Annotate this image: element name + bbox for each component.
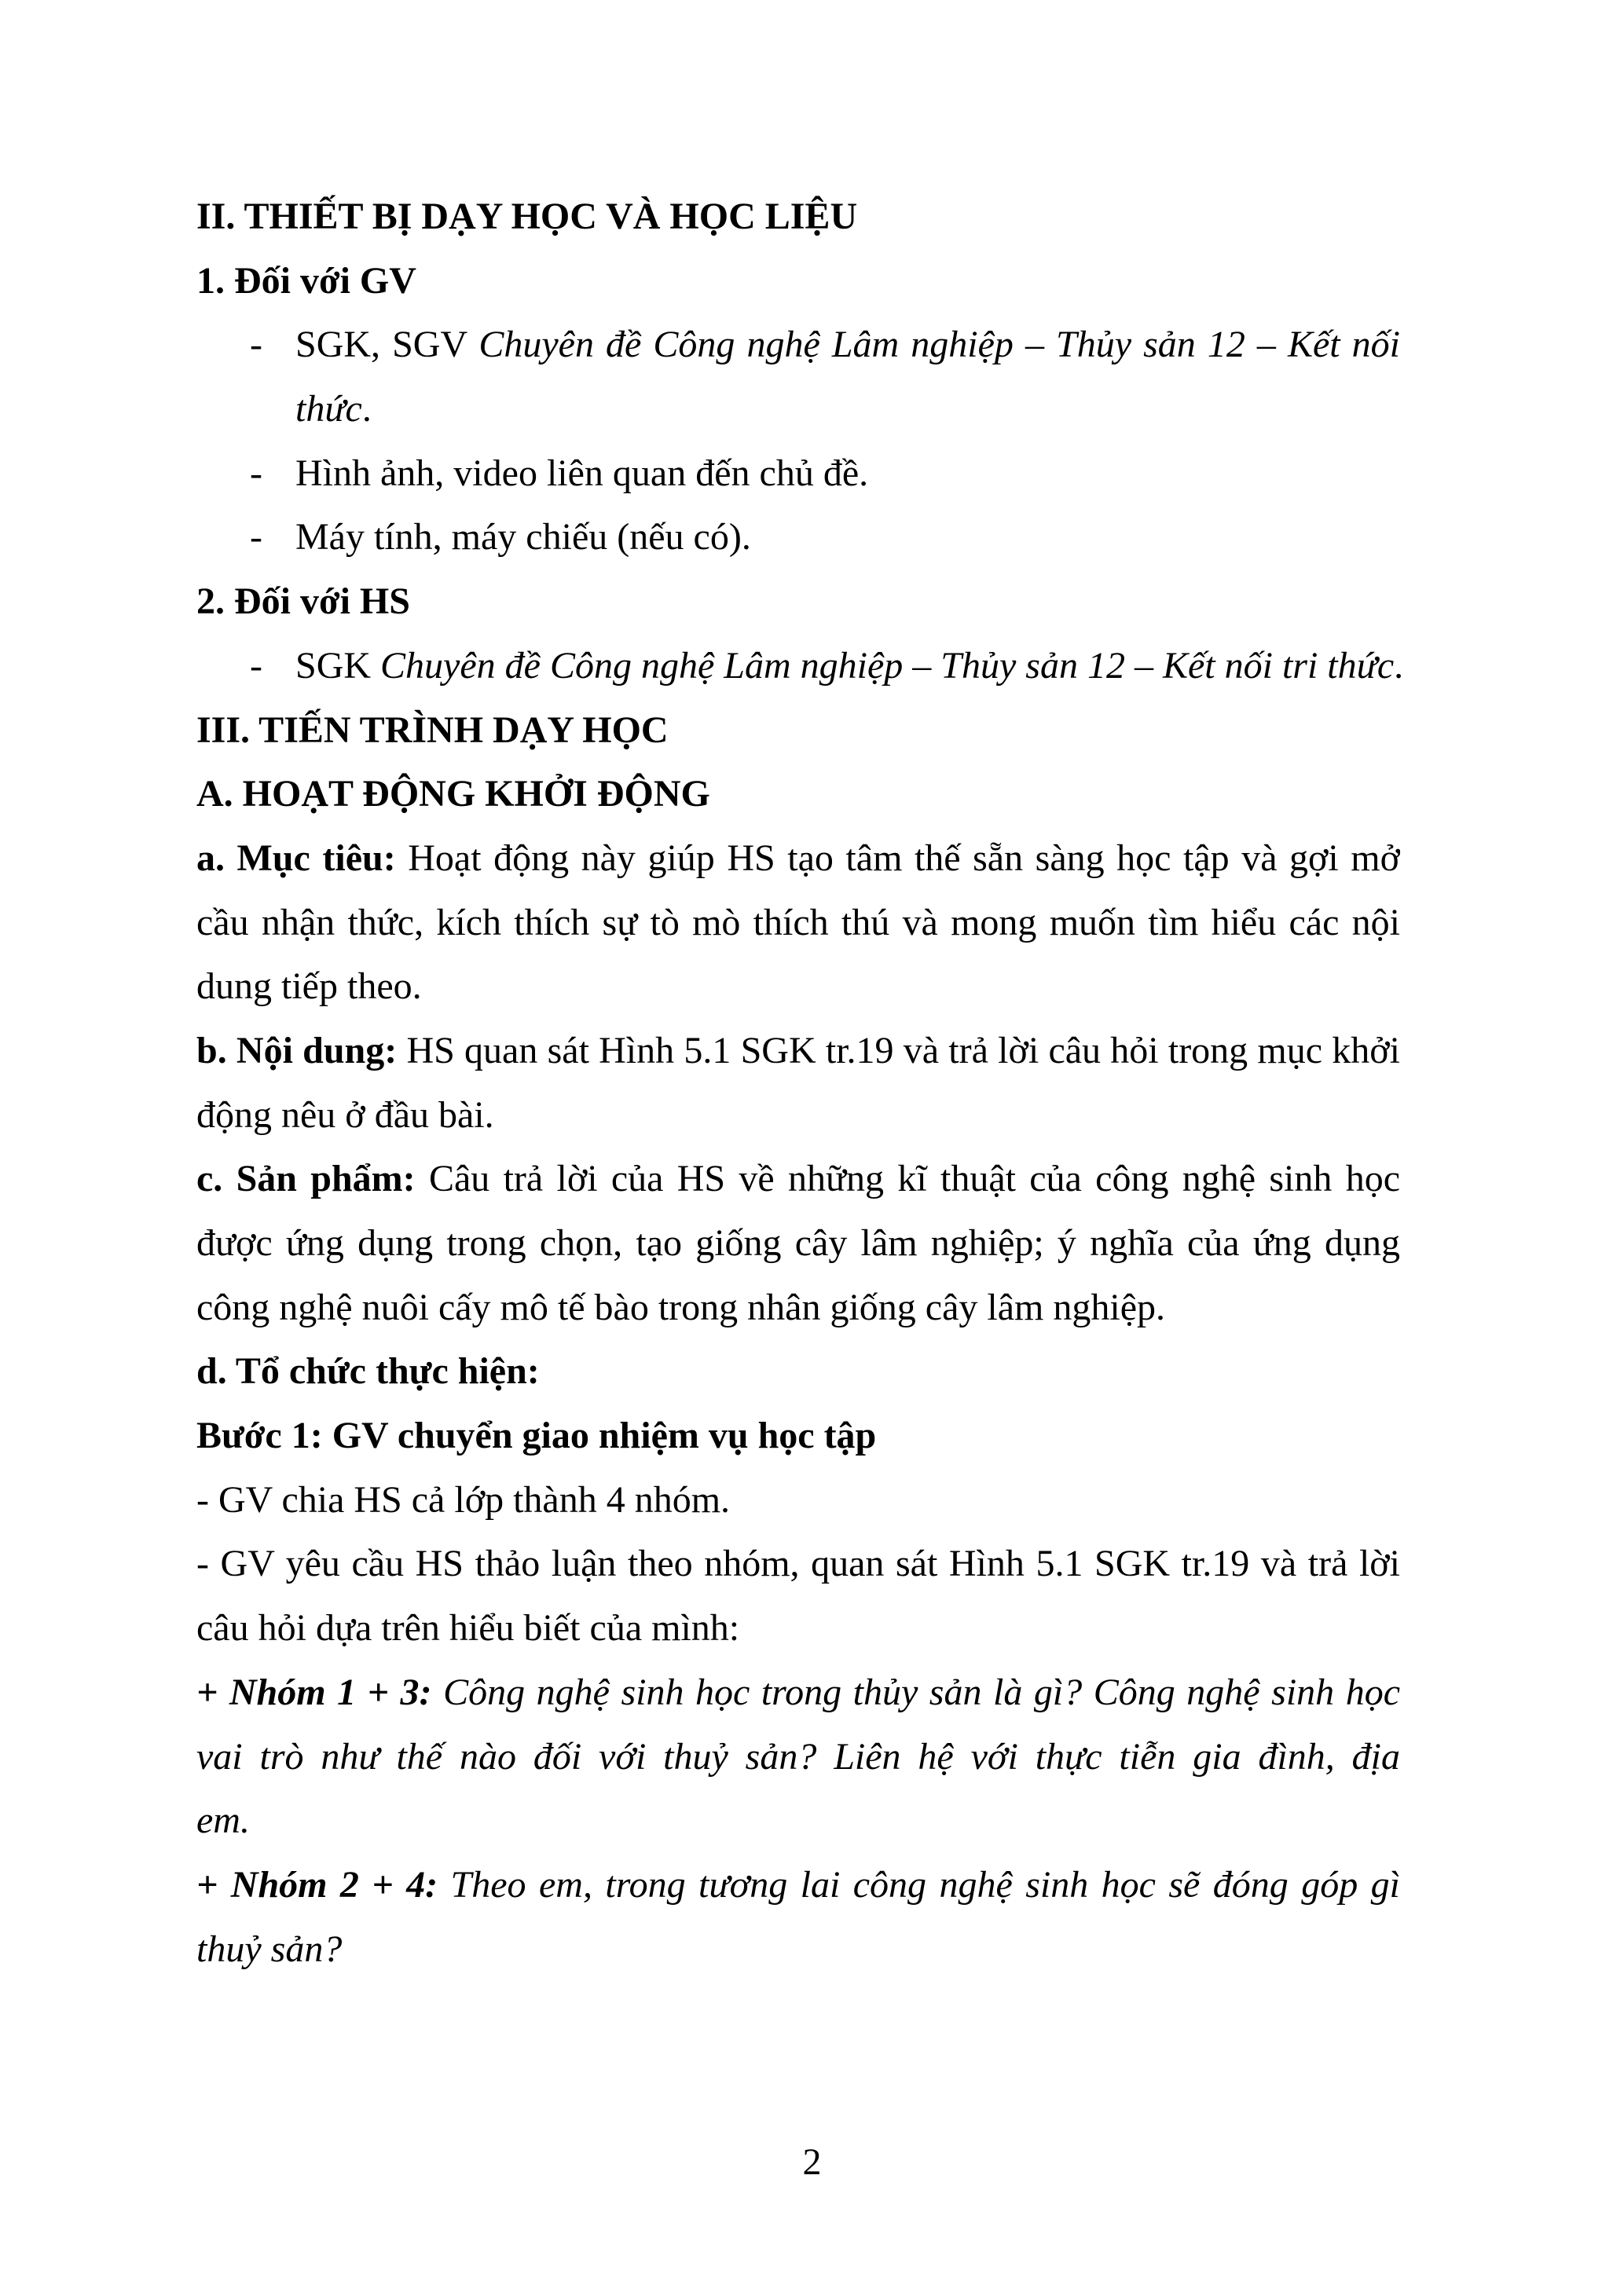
section-heading: II. THIẾT BỊ DẠY HỌC VÀ HỌC LIỆU	[196, 196, 858, 237]
group13-label: + Nhóm 1 + 3:	[196, 1671, 432, 1713]
goal-paragraph-line: dung tiếp theo.	[196, 965, 422, 1008]
bullet-dash: -	[250, 452, 262, 494]
product-paragraph-line: công nghệ nuôi cấy mô tế bào trong nhân giống cây lâm nghiệp.	[196, 1286, 1166, 1328]
book-title: Chuyên đề Công nghệ Lâm nghiệp – Thủy sản 12 – Kết nối	[478, 324, 1400, 366]
group24-text: Theo em, trong tương lai công nghệ sinh học sẽ đóng góp gì	[450, 1863, 1400, 1906]
product-label: c. Sản phẩm:	[196, 1158, 416, 1200]
group13-question-line: vai trò như thế nào đối với thuỷ sản? Liên hệ với thực tiễn gia đình, địa	[196, 1735, 1400, 1778]
page-number: 2	[802, 2141, 822, 2183]
item-suffix: .	[1394, 644, 1404, 687]
group24-label: + Nhóm 2 + 4:	[196, 1863, 438, 1906]
group24-question-line: thuỷ sản?	[196, 1928, 343, 1970]
subheading-hs: 2. Đối với HS	[196, 580, 410, 623]
product-paragraph-line: được ứng dụng trong chọn, tạo giống cây lâm nghiệp; ý nghĩa của ứng dụng	[196, 1222, 1400, 1264]
section-heading: III. TIẾN TRÌNH DẠY HỌC	[196, 709, 669, 751]
item-prefix: SGK	[295, 644, 381, 687]
subheading-gv: 1. Đối với GV	[196, 259, 416, 302]
list-item	[196, 634, 1404, 698]
content-paragraph	[196, 1019, 1400, 1083]
goal-paragraph	[196, 826, 1400, 891]
list-item	[196, 313, 1400, 377]
step1-line: - GV yêu cầu HS thảo luận theo nhóm, quan sát Hình 5.1 SGK tr.19 và trả lời	[196, 1543, 1400, 1585]
activity-heading: A. HOẠT ĐỘNG KHỞI ĐỘNG	[196, 773, 710, 815]
content-paragraph-line: động nêu ở đầu bài.	[196, 1093, 494, 1136]
product-paragraph	[196, 1147, 1400, 1211]
list-item	[196, 441, 1400, 506]
book-title-end: thức	[295, 388, 362, 430]
goal-label: a. Mục tiêu:	[196, 837, 396, 879]
step1-heading: Bước 1: GV chuyển giao nhiệm vụ học tập	[196, 1415, 877, 1457]
bullet-dash: -	[250, 644, 262, 687]
content-text: HS quan sát Hình 5.1 SGK tr.19 và trả lời câu hỏi trong mục khởi	[397, 1029, 1400, 1071]
group24-question	[196, 1853, 1400, 1917]
group13-text: Công nghệ sinh học trong thủy sản là gì? Công nghệ sinh học	[443, 1671, 1400, 1713]
goal-paragraph-line: cầu nhận thức, kích thích sự tò mò thích thú và mong muốn tìm hiểu các nội	[196, 901, 1400, 943]
group13-question-line: em.	[196, 1800, 250, 1842]
item-text: Hình ảnh, video liên quan đến chủ đề.	[295, 452, 869, 494]
bullet-dash: -	[250, 516, 262, 558]
list-item	[196, 505, 1400, 569]
organize-heading: d. Tổ chức thực hiện:	[196, 1350, 540, 1393]
step1-line: - GV chia HS cả lớp thành 4 nhóm.	[196, 1478, 731, 1521]
document-page	[196, 185, 1404, 1981]
item-prefix: SGK, SGV	[295, 324, 479, 366]
step1-line: câu hỏi dựa trên hiểu biết của mình:	[196, 1607, 740, 1650]
goal-text: Hoạt động này giúp HS tạo tâm thế sẵn sàng học tập và gợi mở	[408, 837, 1400, 879]
item-suffix: .	[361, 388, 372, 430]
bullet-dash: -	[250, 324, 262, 366]
group13-question	[196, 1661, 1400, 1725]
list-item-continuation	[196, 377, 1400, 441]
product-text: Câu trả lời của HS về những kĩ thuật của công nghệ sinh học	[428, 1158, 1400, 1200]
book-title: Chuyên đề Công nghệ Lâm nghiệp – Thủy sản 12 – Kết nối tri thức	[380, 644, 1395, 687]
item-text: Máy tính, máy chiếu (nếu có).	[295, 516, 751, 558]
content-label: b. Nội dung:	[196, 1029, 398, 1071]
